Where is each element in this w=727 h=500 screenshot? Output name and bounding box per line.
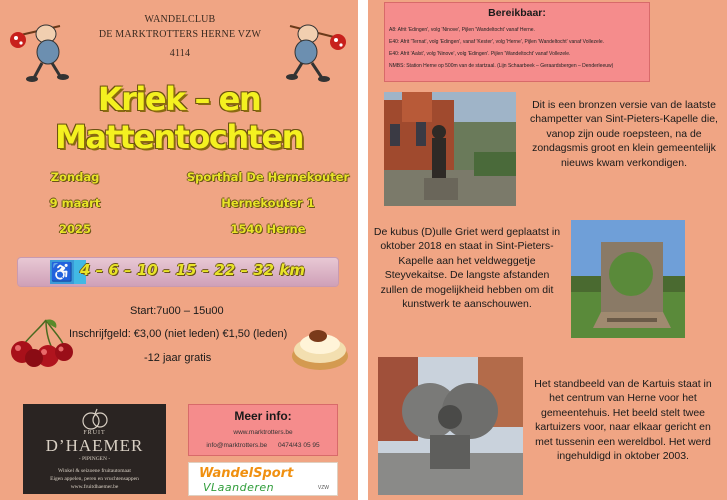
more-info-box [188,404,338,456]
venue-street: Hernekouter 1 [221,196,315,210]
directions-title: Bereikbaar: [488,7,546,19]
event-title: Kriek – en Mattentochten [55,80,303,156]
sponsor-website: www.fruitdhaemer.be [70,484,119,490]
sponsor-tagline-1: Winkel & seizoene fruitautomaat [58,468,131,474]
directions-a8: A8: Afrit 'Edingen', volg 'Ninove', Pijlen 'Wandeltocht' vanaf Herne. [389,27,535,33]
event-day: Zondag [50,170,100,184]
rice-tart-icon [290,322,350,372]
under-12-free: -12 jaar gratis [144,352,212,364]
apple-pear-icon [81,408,109,430]
dulle-griet-cube-photo [571,220,685,338]
directions-nmbs: NMBS: Station Herne op 500m van de startzaal. (Lijn Schaarbeek – Geraardsbergen – Denderleeuw) [389,63,614,69]
wandelsport-logo-text: WandelSport [199,466,294,481]
club-full-name: DE MARKTROTTERS HERNE VZW [98,29,262,40]
distance-accessible: 4 [80,261,91,279]
wheelchair-icon: ♿ [50,262,74,282]
sponsor-place: - PIPINGEN - [78,456,111,462]
directions-box [384,2,650,82]
sponsor-name: D’HAEMER [45,436,144,455]
hiker-illustration-left [8,14,80,84]
distances-banner [18,258,338,286]
venue-city: 1540 Herne [230,222,306,236]
venue-name: Sporthal De Hernekouter [186,170,350,184]
vlaanderen-logo-text: VLaanderen [203,481,275,494]
sponsor-fruit-dhaemer-logo [23,404,166,494]
sponsor-tagline-2: Eigen appelen, peren en vruchtensappen [50,476,139,482]
club-number: 4114 [169,48,191,59]
flyer-left-panel [0,0,358,500]
distance-list: – 6 – 10 – 15 – 22 – 32 [95,261,275,279]
more-info-title: Meer info: [234,409,292,423]
entry-fee: Inschrijfgeld: €3,00 (niet leden) €1,50 (leden) [69,328,288,340]
start-time: Start:7u00 – 15u00 [130,305,224,317]
directions-e40-aalst: E40: Afrit 'Aalst', volg 'Ninove', volg 'Edingen'. Pijlen 'Wandeltocht' vanaf Vollezele. [389,51,571,57]
sponsor-fruit-label: FRUIT [83,430,106,436]
wandelsport-vlaanderen-logo [188,462,338,496]
directions-e40-ternat: E40: Afrit 'Ternat', volg 'Edingen', vanaf 'Kester', volg 'Herne', Pijlen 'Wandeltocht' vanaf Vollezele. [389,39,605,45]
more-info-website[interactable]: www.marktrotters.be [233,429,293,436]
hiker-illustration-right [276,14,348,84]
champetter-description: Dit is een bronzen versie van de laatste champetter van Sint-Pieters-Kapelle die, vanop zijn oude roepsteen, na de zondagsmis groot en klein gemeentelijk nieuws kwam verkondigen. [530,99,718,169]
distances-text [80,261,305,279]
more-info-contact [189,442,337,449]
kartuis-statue-photo [378,357,523,495]
dulle-griet-description: De kubus (D)ulle Griet werd geplaatst in oktober 2018 en staat in Sint-Pieters-Kapelle aan het veldweggetje Steyvekaitse. De langste afstanden zullen de mogelijkheid hebben om dit kunstwerk te aanschouwen. [373,226,561,311]
event-year: 2025 [58,222,91,236]
more-info-phone: 0474/43 05 95 [278,442,320,449]
cherries-icon [6,318,74,368]
more-info-email[interactable]: info@marktrotters.be [206,442,268,449]
distance-unit: km [279,261,305,279]
vzw-logo-text: VZW [317,485,329,491]
club-name: WANDELCLUB [144,14,216,25]
champetter-statue-photo [384,92,516,206]
event-date: 9 maart [49,196,101,210]
kartuis-description: Het standbeeld van de Kartuis staat in het centrum van Herne voor het gemeentehuis. Het beeld stelt twee kartuizers voor, naar elkaar gericht en met tussenin een wereldbol. Het werd ingehuldigd in oktober 2003. [534,378,712,463]
